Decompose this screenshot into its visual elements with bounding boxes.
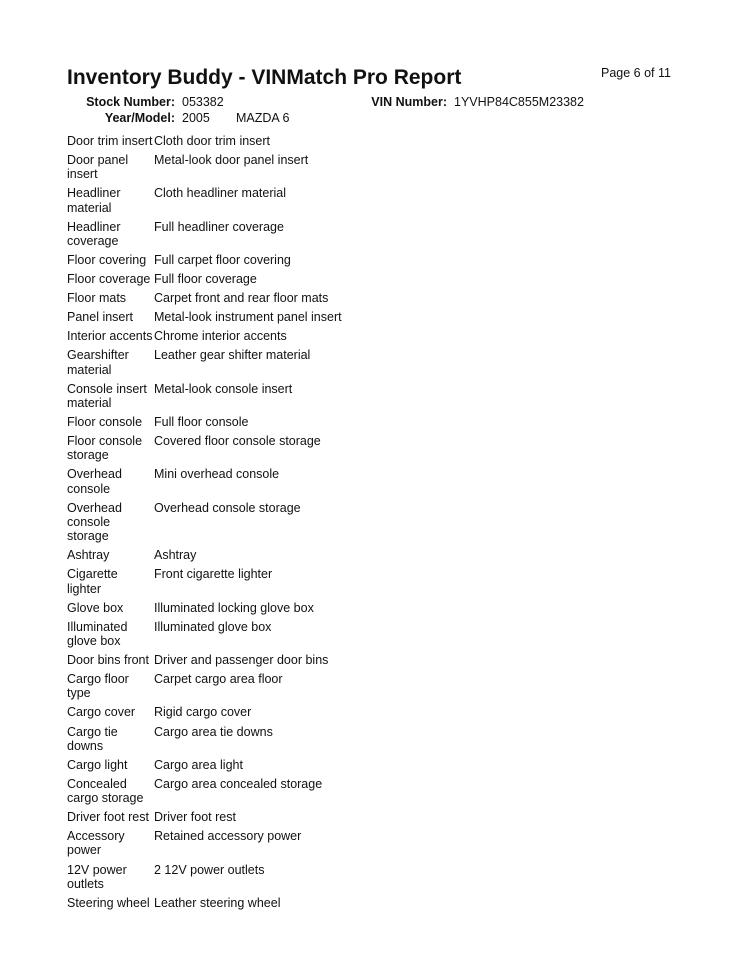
- spec-row: [67, 808, 367, 827]
- spec-name: Floor coverage: [67, 272, 151, 287]
- spec-name: Door trim insert: [67, 134, 153, 148]
- spec-row: [67, 599, 367, 618]
- spec-value: Cloth headliner material: [154, 186, 287, 201]
- vin-label: VIN Number:: [371, 95, 447, 109]
- spec-name: Headliner coverage: [67, 219, 121, 248]
- spec-value: Full headliner coverage: [154, 219, 284, 234]
- spec-row: [67, 775, 367, 808]
- vin-value: 1YVHP84C855M23382: [454, 95, 584, 109]
- spec-row: [67, 184, 367, 217]
- spec-row: [67, 151, 367, 184]
- stock-number-label: Stock Number:: [86, 95, 175, 109]
- spec-row: [67, 827, 367, 860]
- spec-value: Cloth door trim insert: [154, 134, 271, 148]
- year-model-label: Year/Model:: [104, 111, 175, 125]
- year-value: 2005: [182, 111, 210, 125]
- spec-name: Concealed cargo storage: [67, 776, 144, 806]
- spec-row: [67, 346, 367, 379]
- spec-name: Floor mats: [67, 291, 127, 306]
- spec-value: Carpet front and rear floor mats: [154, 291, 329, 306]
- spec-value: Leather steering wheel: [154, 895, 281, 910]
- spec-row: [67, 413, 367, 432]
- spec-name: Overhead console storage: [67, 500, 122, 544]
- spec-name: Glove box: [67, 600, 124, 615]
- spec-row: [67, 894, 367, 913]
- report-title: Inventory Buddy - VINMatch Pro Report: [67, 66, 462, 89]
- spec-name: Headliner material: [67, 186, 121, 215]
- spec-value: Driver and passenger door bins: [154, 653, 329, 668]
- spec-value: Cargo area light: [154, 757, 243, 772]
- spec-row: [67, 132, 367, 151]
- spec-row: [67, 723, 367, 756]
- spec-value: Mini overhead console: [154, 467, 280, 482]
- spec-row: [67, 546, 367, 565]
- spec-value: Metal-look door panel insert: [154, 153, 309, 168]
- spec-row: [67, 499, 367, 547]
- model-value: MAZDA 6: [236, 111, 290, 125]
- spec-row: [67, 380, 367, 413]
- spec-row: [67, 218, 367, 251]
- spec-value: Full carpet floor covering: [154, 252, 291, 267]
- spec-name: Steering wheel: [67, 895, 150, 910]
- spec-row: [67, 651, 367, 670]
- spec-value: Overhead console storage: [154, 500, 301, 515]
- spec-row: [67, 270, 367, 289]
- spec-row: [67, 670, 367, 703]
- spec-name: Cargo tie downs: [67, 724, 118, 753]
- spec-row: [67, 565, 367, 598]
- spec-row: [67, 289, 367, 308]
- spec-row: [67, 308, 367, 327]
- spec-name: Door panel insert: [67, 153, 129, 182]
- stock-number-value: 053382: [182, 95, 224, 109]
- spec-value: Full floor console: [154, 415, 249, 430]
- spec-value: 2 12V power outlets: [154, 862, 265, 877]
- spec-row: [67, 327, 367, 346]
- spec-value: Full floor coverage: [154, 272, 257, 287]
- spec-row: [67, 251, 367, 270]
- spec-name: Floor console: [67, 415, 143, 430]
- spec-name: Gearshifter material: [67, 348, 129, 377]
- spec-row: [67, 432, 367, 465]
- spec-name: Console insert material: [67, 381, 147, 410]
- spec-name: Illuminated glove box: [67, 619, 128, 648]
- spec-value: Cargo area tie downs: [154, 724, 273, 739]
- spec-row: [67, 465, 367, 498]
- spec-value: Ashtray: [154, 548, 197, 563]
- spec-row: [67, 861, 367, 894]
- spec-value: Driver foot rest: [154, 810, 236, 825]
- spec-name: Driver foot rest: [67, 810, 149, 825]
- spec-row: [67, 756, 367, 775]
- spec-value: Carpet cargo area floor: [154, 672, 283, 687]
- spec-value: Metal-look instrument panel insert: [154, 310, 342, 325]
- spec-value: Front cigarette lighter: [154, 567, 273, 582]
- spec-row: [67, 703, 367, 722]
- spec-value: Rigid cargo cover: [154, 705, 252, 720]
- spec-value: Illuminated locking glove box: [154, 600, 314, 615]
- spec-name: Door bins front: [67, 653, 149, 668]
- spec-name: Ashtray: [67, 548, 110, 563]
- spec-value: Covered floor console storage: [154, 434, 321, 449]
- spec-name: Accessory power: [67, 829, 125, 858]
- spec-name: Cargo floor type: [67, 672, 129, 701]
- spec-value: Illuminated glove box: [154, 619, 272, 634]
- spec-value: Leather gear shifter material: [154, 348, 311, 363]
- spec-name: Cargo light: [67, 757, 128, 772]
- spec-table: [67, 132, 367, 913]
- spec-name: Cargo cover: [67, 705, 136, 720]
- spec-value: Metal-look console insert: [154, 381, 293, 396]
- spec-value: Retained accessory power: [154, 829, 302, 844]
- spec-row: [67, 618, 367, 651]
- spec-name: Overhead console: [67, 467, 122, 496]
- spec-value: Cargo area concealed storage: [154, 776, 323, 791]
- spec-name: Floor console storage: [67, 434, 143, 463]
- page-indicator: Page 6 of 11: [601, 66, 671, 80]
- spec-name: Cigarette lighter: [67, 567, 118, 596]
- spec-name: Panel insert: [67, 310, 134, 325]
- spec-name: Interior accents: [67, 329, 153, 344]
- spec-list: [67, 132, 367, 913]
- spec-name: Floor covering: [67, 252, 147, 267]
- spec-name: 12V power outlets: [67, 862, 127, 891]
- spec-value: Chrome interior accents: [154, 329, 287, 344]
